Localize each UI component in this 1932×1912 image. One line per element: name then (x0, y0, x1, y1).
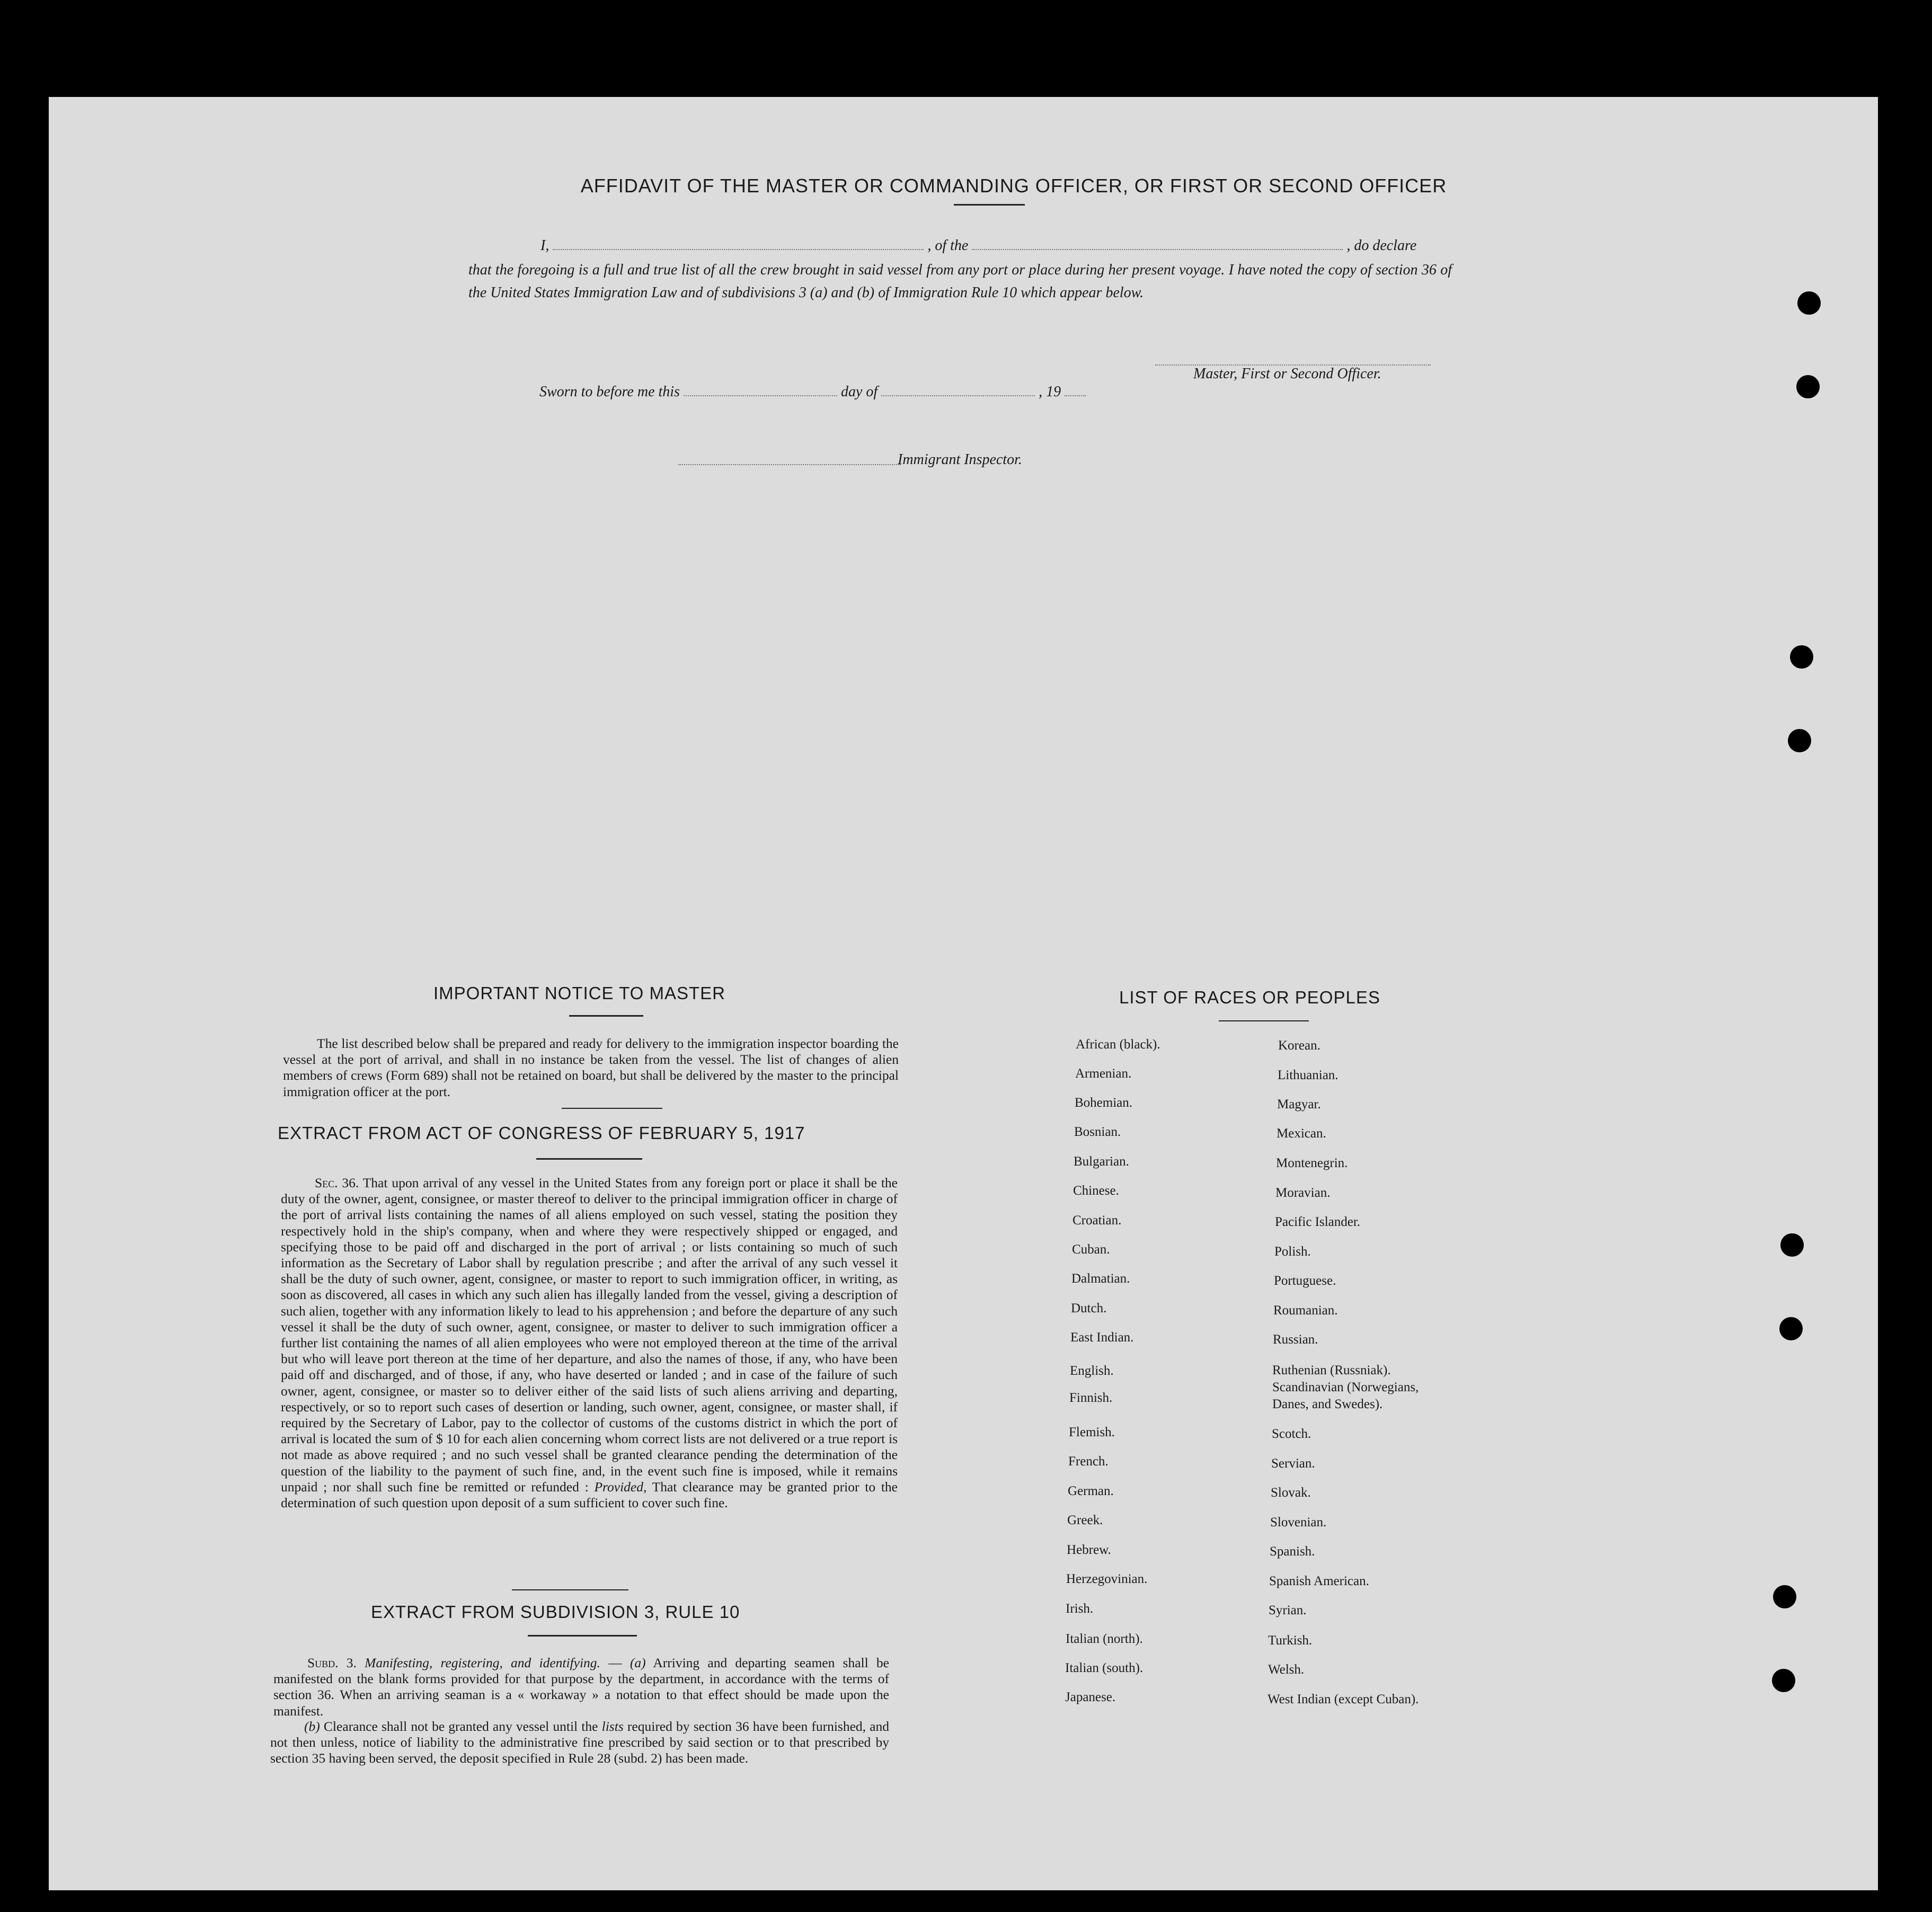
declare-suffix: , do declare (1346, 237, 1417, 254)
notice-text: The list described below shall be prepared and ready for delivery to the immigration inspector boarding the vessel at the port of arrival, and shall in no instance be taken from the vessel. The list of changes of alien members of crews (Form 689) shall not be retained on board, but shall be delivered by the master to the principal immigration officer at the port. (283, 1036, 899, 1099)
act-section-36-text (281, 1175, 898, 1511)
race-item: Chinese. (1073, 1184, 1119, 1198)
subd-heading: Manifesting, registering, and identifying. (365, 1655, 600, 1670)
race-item: Dalmatian. (1071, 1271, 1130, 1286)
sworn-day-blank[interactable] (684, 386, 837, 396)
binder-hole (1772, 1669, 1795, 1692)
binder-hole (1796, 375, 1820, 398)
sworn-line (539, 384, 1086, 401)
affidavit-title-rule (954, 204, 1025, 206)
race-item: Bohemian. (1075, 1096, 1133, 1110)
race-item: Irish. (1066, 1602, 1094, 1616)
race-item: German. (1068, 1484, 1114, 1498)
binder-hole (1779, 1317, 1803, 1340)
section-body-end: That clearance may be granted prior to the determination of such question upon deposit of a sum sufficient to cover such fine. (281, 1479, 898, 1511)
binder-hole (1788, 729, 1811, 752)
binder-hole (1790, 645, 1813, 669)
inspector-signature-blank[interactable] (678, 464, 901, 465)
section-label: Sec. 36. (315, 1175, 359, 1190)
race-item: Dutch. (1071, 1301, 1107, 1315)
race-item: Mexican. (1277, 1126, 1326, 1141)
master-signature-label: Master, First or Second Officer. (1193, 366, 1381, 382)
notice-rule (562, 1108, 662, 1109)
race-item: Finnish. (1069, 1391, 1113, 1405)
race-item: Portuguese. (1274, 1274, 1336, 1288)
sworn-month-blank[interactable] (881, 386, 1035, 396)
inspector-label: Immigrant Inspector. (898, 451, 1022, 468)
races-title-rule (1219, 1020, 1309, 1021)
subd-a-body: Arriving and departing seamen shall be manifested on the blank forms provided for that purpose by the department, in accordance with the terms of section 36. When an arriving seaman is a « workaway » a notation to that effect should be made upon the manifest. (273, 1655, 889, 1719)
race-item: Syrian. (1269, 1603, 1307, 1617)
race-item: Lithuanian. (1278, 1068, 1339, 1082)
race-item: Japanese. (1065, 1690, 1116, 1704)
sworn-year-label: , 19 (1039, 384, 1061, 400)
subd-b-body-2: required by section 36 have been furnished, and not then unless, notice of liability to the administrative fine prescribed by said section or to that prescribed by section 35 having been served, the deposit specified in Rule 28 (subd. 2) has been made. (270, 1719, 890, 1766)
rule-extract-title: EXTRACT FROM SUBDIVISION 3, RULE 10 (371, 1602, 740, 1622)
race-item: Korean. (1278, 1038, 1321, 1053)
race-item: Moravian. (1275, 1186, 1331, 1200)
race-item: African (black). (1076, 1037, 1160, 1052)
race-item: Italian (south). (1065, 1661, 1144, 1675)
race-item: English. (1070, 1364, 1114, 1378)
race-item: East Indian. (1070, 1330, 1134, 1345)
act-extract-title: EXTRACT FROM ACT OF CONGRESS OF FEBRUARY 5, 1917 (278, 1123, 805, 1143)
document-page (49, 97, 1878, 1890)
vessel-prefix: , of the (927, 237, 969, 254)
affidavit-body: that the foregoing is a full and true list of all the crew brought in said vessel from any port or place during her present voyage. I have noted the copy of section 36 of the United States Immigration Law and of subdivisions 3 (a) and (b) of Immigration Rule 10 which appear below. (468, 262, 1452, 301)
subd-b-label: (b) (304, 1719, 320, 1734)
subd-b-body-1: Clearance shall not be granted any vessel until the (323, 1719, 598, 1734)
race-item: Cuban. (1072, 1242, 1110, 1257)
declarant-prefix: I, (540, 237, 550, 254)
notice-title: IMPORTANT NOTICE TO MASTER (433, 983, 726, 1003)
rule-extract-top-rule (512, 1589, 628, 1590)
race-item: Herzegovinian. (1066, 1572, 1148, 1586)
act-extract-rule (536, 1158, 642, 1160)
subd-3-a-text: Subd. 3. Manifesting, registering, and identifying. — (a) Arriving and departing seamen shall be manifested on the blank forms provided for that purpose by the department, in accordance with the terms of section 36. When an arriving seaman is a « workaway » a notation to that effect should be made upon the manifest. (273, 1655, 889, 1719)
sworn-prefix: Sworn to before me this (539, 384, 680, 400)
race-item: Armenian. (1075, 1066, 1132, 1081)
sworn-day-label: day of (840, 384, 878, 400)
race-item: Danes, and Swedes). (1272, 1397, 1383, 1411)
race-item: Croatian. (1073, 1213, 1122, 1228)
binder-hole (1773, 1585, 1796, 1608)
race-item: Slovenian. (1270, 1515, 1327, 1529)
race-item: Turkish. (1268, 1633, 1313, 1648)
race-item: Welsh. (1268, 1662, 1305, 1677)
race-item: Greek. (1067, 1513, 1103, 1527)
provided-label: Provided, (594, 1479, 647, 1495)
race-item: Flemish. (1069, 1425, 1115, 1439)
race-item: Bosnian. (1074, 1125, 1121, 1139)
race-item: Russian. (1273, 1332, 1318, 1347)
race-item: West Indian (except Cuban). (1268, 1692, 1419, 1706)
vessel-name-blank[interactable] (972, 239, 1343, 250)
race-item: Ruthenian (Russniak). (1272, 1363, 1391, 1377)
race-item: Roumanian. (1273, 1303, 1338, 1318)
race-item: Magyar. (1277, 1097, 1321, 1111)
race-item: Scotch. (1272, 1427, 1311, 1441)
affidavit-declaration-line (540, 237, 1416, 254)
race-item: Bulgarian. (1074, 1154, 1129, 1169)
notice-title-rule (569, 1015, 643, 1017)
race-item: Spanish. (1270, 1544, 1315, 1559)
affidavit-title: AFFIDAVIT OF THE MASTER OR COMMANDING OFFICER, OR FIRST OR SECOND OFFICER (580, 175, 1447, 197)
race-item: Italian (north). (1066, 1632, 1143, 1646)
races-title: LIST OF RACES OR PEOPLES (1119, 988, 1380, 1007)
race-item: Montenegrin. (1276, 1156, 1348, 1170)
rule-extract-rule (528, 1635, 637, 1637)
race-item: French. (1068, 1454, 1109, 1469)
subd-label: Subd. 3. (307, 1655, 357, 1670)
race-item: Pacific Islander. (1275, 1215, 1361, 1229)
sworn-year-blank[interactable] (1065, 386, 1086, 396)
section-body: That upon arrival of any vessel in the United States from any foreign port or place it shall be the duty of the owner, agent, consignee, or master thereof to deliver to the principal immigration officer in charge of the port of arrival lists containing the names of all aliens employed on such vessel, stating the position they respectively hold in the ship's company, when and where they were respectively shipped or engaged, and specifying those to be paid off and discharged in the port of arrival ; or lists containing so much of such information as the Secretary of Labor shall by regulation prescribe ; and after the arrival of any such vessel it shall be the duty of such owner, agent, consignee, or master to report to such immigration officer, in writing, as soon as discovered, all cases in which any such alien has illegally landed from the vessel, giving a description of such alien, together with any information likely to lead to his apprehension ; and before the departure of any such vessel it shall be the duty of such owner, agent, consignee, or master to deliver to such immigration officer a further list containing the names of all alien employees who were not employed thereon at the time of the arrival but who will leave port thereon at the time of her departure, and also the names of those, if any, who have been paid off and discharged, and of those, if any, who have deserted or landed ; and in case of the failure of such owner, agent, consignee, or master so to deliver either of the said lists of such aliens arriving and departing, respectively, or so to report such cases of desertion or landing, such owner, agent, consignee, or master shall, if required by the Secretary of Labor, pay to the collector of customs of the customs district in which the port of arrival is located the sum of $ 10 for each alien concerning whom correct lists are not delivered or a true report is not made as above required ; and no such vessel shall be granted clearance pending the determination of the question of the liability to the payment of such fine, and, in the event such fine is imposed, while it remains unpaid ; nor shall such fine be remitted or refunded : (281, 1175, 898, 1495)
race-item: Hebrew. (1067, 1543, 1111, 1557)
race-item: Scandinavian (Norwegians, (1272, 1380, 1419, 1394)
declarant-name-blank[interactable] (553, 239, 924, 250)
race-item: Slovak. (1271, 1486, 1311, 1500)
race-item: Servian. (1271, 1456, 1315, 1471)
race-item: Spanish American. (1269, 1574, 1369, 1588)
race-item: Polish. (1274, 1244, 1311, 1259)
binder-hole (1797, 291, 1821, 315)
subd-b-lists: lists (601, 1719, 624, 1734)
subd-3-b-text (270, 1719, 889, 1767)
subd-a-label: (a) (630, 1655, 646, 1670)
binder-hole (1780, 1233, 1804, 1257)
